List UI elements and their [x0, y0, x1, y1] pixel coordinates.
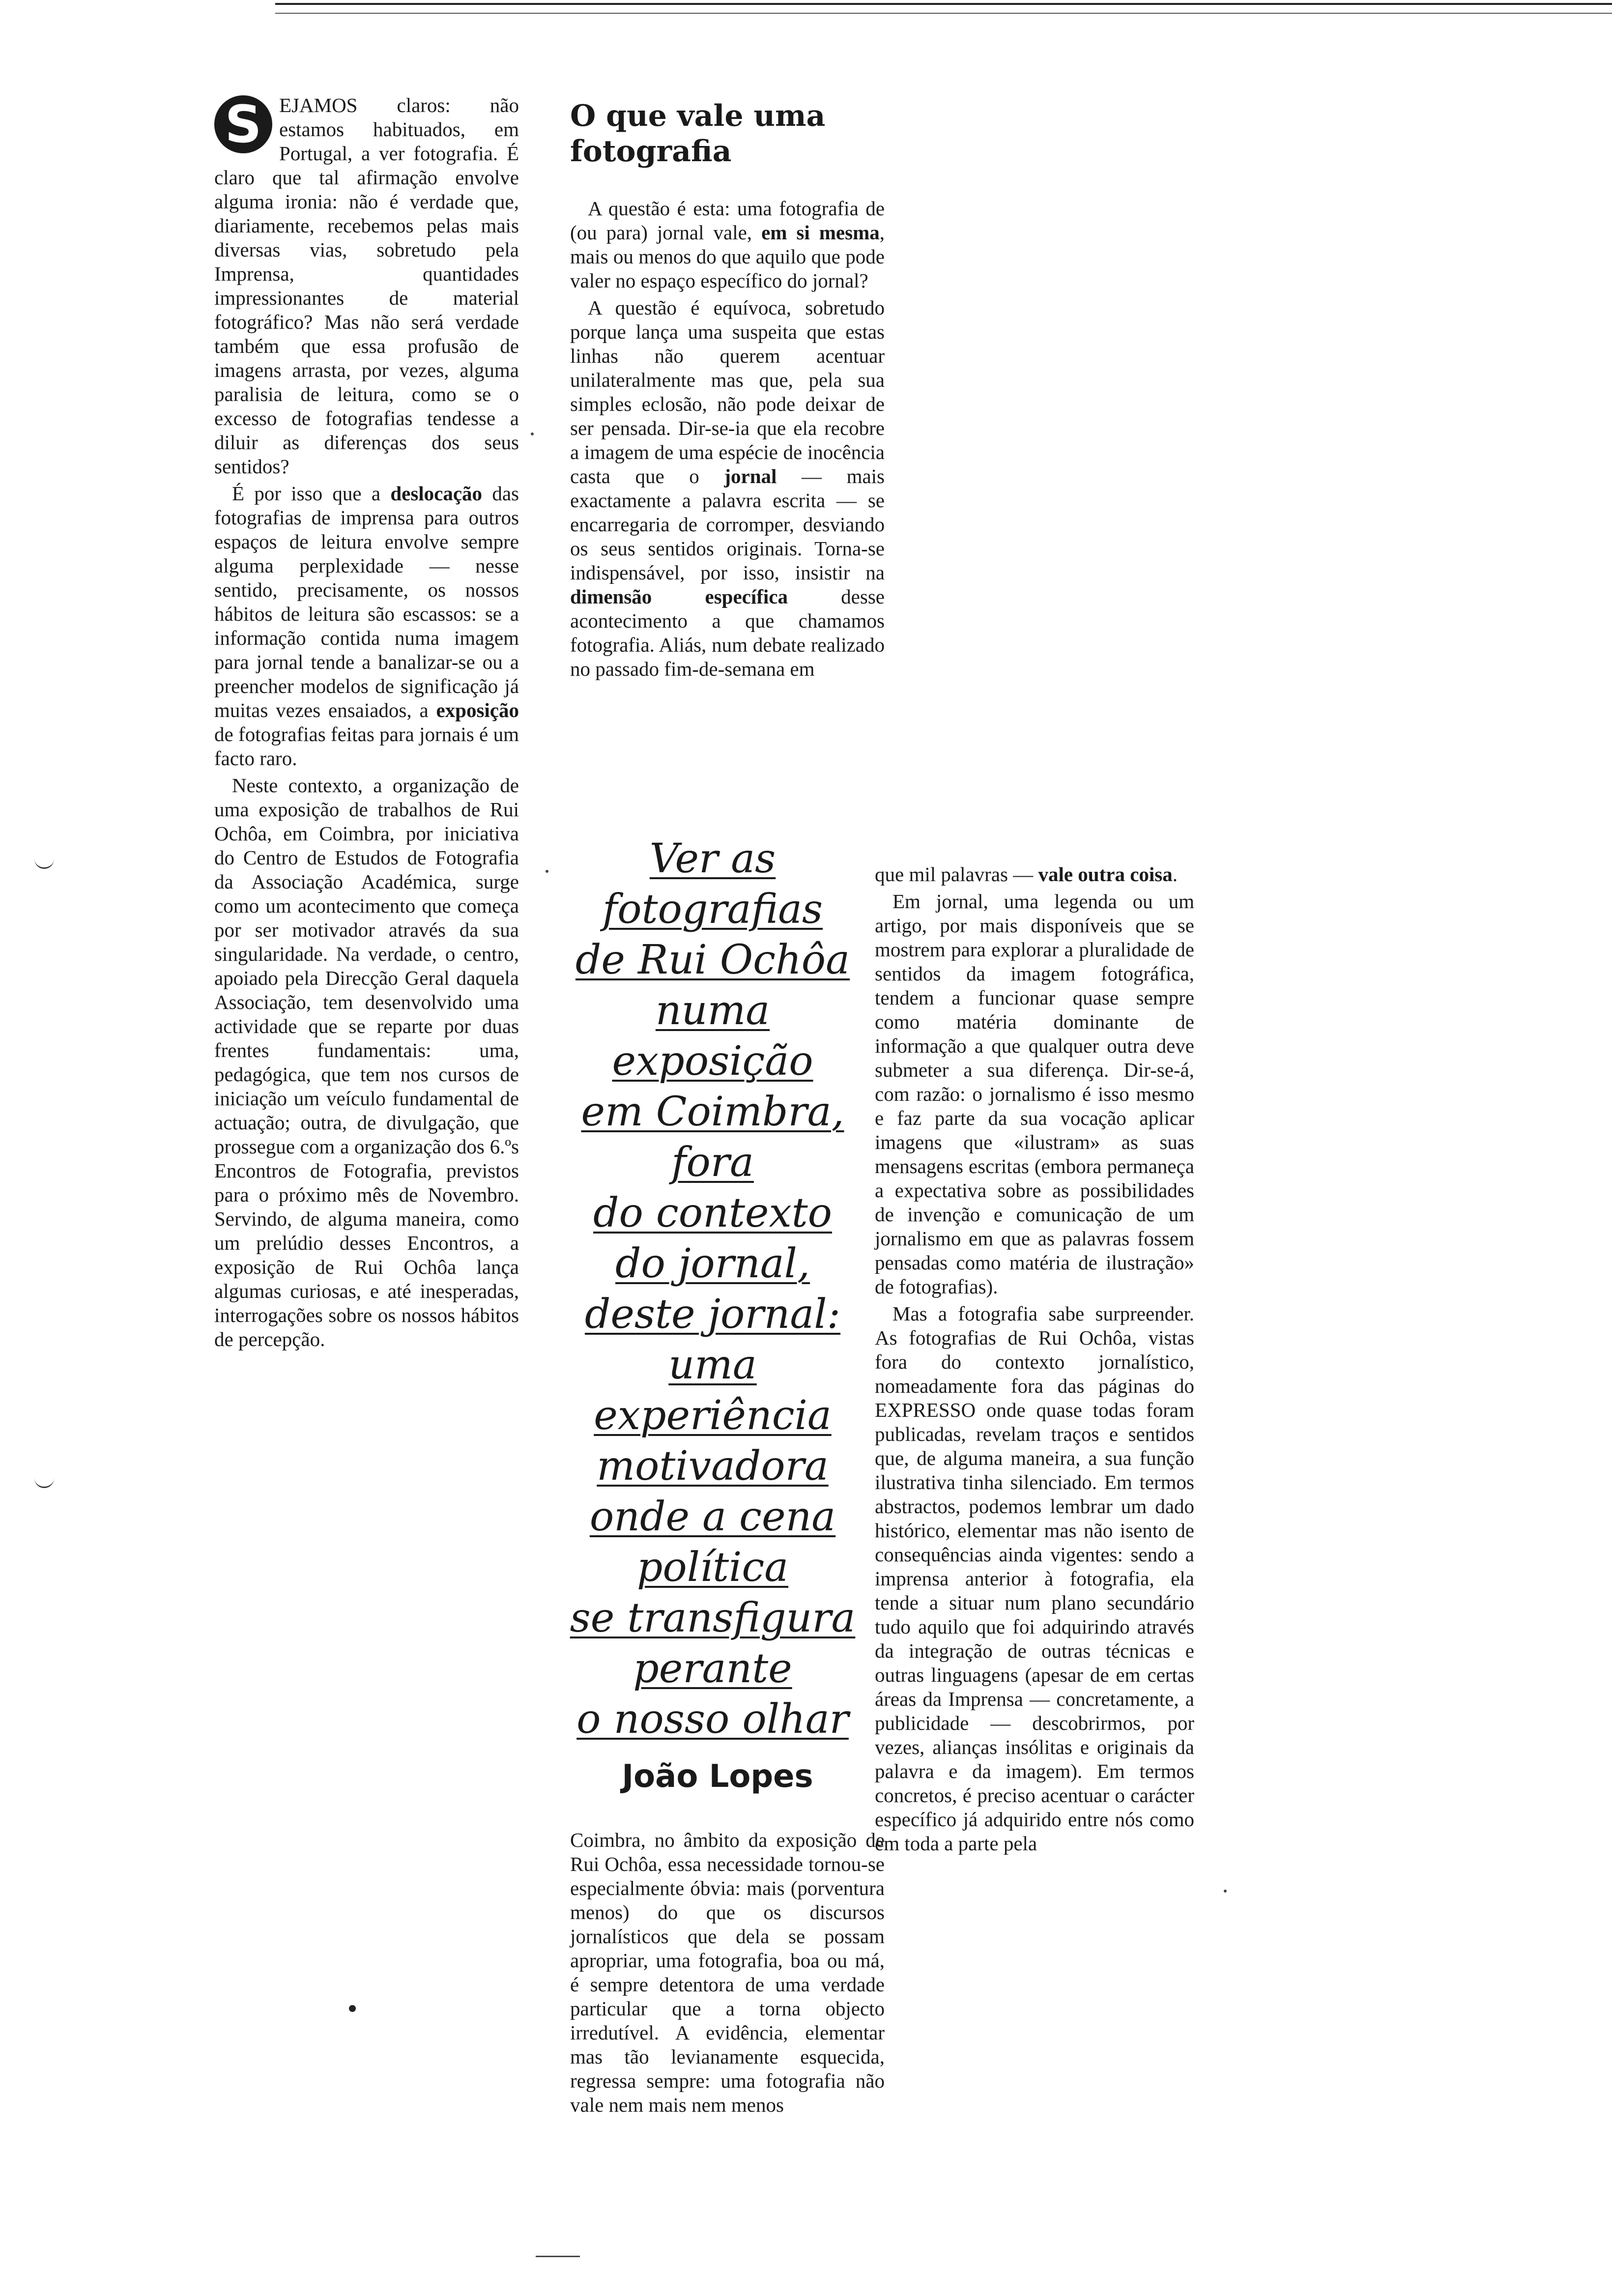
pull-quote-row: [546, 937, 880, 987]
pull-quote-row: [546, 886, 880, 937]
pull-quote-line: o nosso olhar: [576, 1696, 849, 1743]
end-rule: [536, 2256, 580, 2257]
byline: João Lopes: [622, 1758, 813, 1795]
headline: O que vale uma fotografia: [570, 99, 826, 169]
pull-quote-line: do contexto: [593, 1190, 833, 1236]
pull-quote-line: em Coimbra,: [581, 1089, 844, 1135]
paragraph-questao: A questão é esta: uma fotografia de (ou para) jornal vale, em si mesma, mais ou menos do que aquilo que pode valer no espaço específico do jornal?: [570, 197, 885, 292]
pull-quote-row: [546, 1645, 880, 1696]
pull-quote-row: [546, 1240, 880, 1291]
paragraph-deslocacao: É por isso que a deslocação das fotografias de imprensa para outros espaços de leitura envolve sempre alguma perplexidade — nesse sentido, precisamente, os nossos hábitos de leitura são escassos: se a informação contida numa imagem para jornal tende a banalizar-se ou a preencher modelos de significação já muitas vezes ensaiados, a exposição de fotografias feitas para jornais é um facto raro.: [214, 482, 519, 770]
drop-cap: S: [214, 95, 272, 153]
pull-quote-row: [546, 1190, 880, 1240]
paragraph-em-jornal: Em jornal, uma legenda ou um artigo, por mais disponíveis que se mostrem para explorar a pluralidade de sentidos da imagem fotográfica, tendem a funcionar quase sempre como matéria dominante de informação a que qualquer outra deve submeter a sua diferença. Dir-se-á, com razão: o jornalismo é isso mesmo e faz parte da sua vocação aplicar imagens que «ilustram» as suas mensagens escritas (embora permaneça a expectativa sobre as possibilidades de invenção e comunicação de um jornalismo em que as palavras fossem pensadas como matéria de ilustração» de fotografias).: [875, 890, 1194, 1298]
article-column-2: [570, 197, 885, 684]
paragraph-surpreender: Mas a fotografia sabe surpreender. As fotografias de Rui Ochôa, vistas fora do contexto jornalístico, nomeadamente fora das páginas do EXPRESSO onde quase todas foram publicadas, revelam traços e sentidos que, de alguma maneira, a sua função ilustrativa tinha silenciado. Em termos abstractos, podemos lembrar um dado histórico, elementar mas não isento de consequências ainda vigentes: sendo a imprensa anterior à fotografia, ela tende a situar num plano secundário tudo aquilo que foi adquirindo através da integração de outras técnicas e outras linguagens (apesar de em certas áreas da Imprensa — concretamente, a publicidade — descobrirmos, por vezes, alianças insólitas e originais da palavra e da imagem). Em termos concretos, é preciso acentuar o carácter específico já adquirido entre nós como em toda a parte pela: [875, 1302, 1194, 1855]
pull-quote-line: motivadora: [597, 1443, 829, 1490]
pull-quote-row: [546, 1696, 880, 1747]
scan-speck: [1224, 1890, 1227, 1893]
pull-quote-line: deste jornal:: [584, 1291, 841, 1338]
scan-speck: [546, 870, 548, 873]
paragraph-contexto: Neste contexto, a organização de uma exposição de trabalhos de Rui Ochôa, em Coimbra, por iniciativa do Centro de Estudos de Fotografia da Associação Académica, surge como um acontecimento que começa por ser motivador através da sua singularidade. Na verdade, o centro, apoiado pela Direcção Geral daquela Associação, tem desenvolvido uma actividade que se reparte por duas frentes fundamentais: uma, pedagógica, que tem nos cursos de iniciação um veículo fundamental de actuação; outra, de divulgação, que prossegue com a organização dos 6.ºs Encontros de Fotografia, previstos para o próximo mês de Novembro. Servindo, de alguma maneira, como um prelúdio desses Encontros, a exposição de Rui Ochôa lança algumas curiosas, e até inesperadas, interrogações sobre os nossos hábitos de percepção.: [214, 774, 519, 1350]
pull-quote-line: Ver as: [649, 835, 776, 882]
pull-quote-line: fotografias: [602, 886, 823, 933]
pull-quote-row: [546, 1544, 880, 1595]
paragraph-coimbra: Coimbra, no âmbito da exposição de Rui Ochôa, essa necessidade tornou-se especialmente óbvia: mais (porventura menos) do que os discursos jornalísticos que dela se possam apropriar, uma fotografia, boa ou má, é sempre detentora de uma verdade particular que a torna objecto irredutível. A evidência, elementar mas tão levianamente esquecida, regressa sempre: uma fotografia não vale nem mais nem menos: [570, 1829, 885, 2116]
pull-quote-row: [546, 835, 880, 886]
margin-mark-1: [34, 858, 54, 869]
pull-quote: [546, 835, 880, 1747]
margin-mark-2: [34, 1477, 54, 1488]
pull-quote-row: [546, 1291, 880, 1342]
pull-quote-row: [546, 1038, 880, 1089]
scan-speck: [531, 432, 534, 435]
pull-quote-row: [546, 987, 880, 1038]
pull-quote-line: onde a cena: [589, 1493, 836, 1540]
pull-quote-line: experiência: [594, 1392, 832, 1439]
pull-quote-line: política: [636, 1544, 789, 1591]
paragraph-intro: EJAMOS claros: não estamos habituados, em Portugal, a ver fotografia. É claro que tal afirmação envolve alguma ironia: não é verdade que, diariamente, recebemos pelas mais diversas vias, sobretudo pela Imprensa, quantidades impressionantes de material fotográfico? Mas não será verdade também que essa profusão de imagens arrasta, por vezes, alguma paralisia de leitura, como se o excesso de fotografias tendesse a diluir as diferenças dos seus sentidos?: [214, 94, 519, 478]
pull-quote-row: [546, 1139, 880, 1190]
top-rule-secondary: [275, 13, 1612, 14]
paragraph-mil-palavras: que mil palavras — vale outra coisa.: [875, 863, 1178, 886]
pull-quote-line: de Rui Ochôa: [575, 937, 850, 983]
pull-quote-line: se transfigura: [570, 1595, 856, 1641]
article-column-3: [875, 862, 1194, 1859]
pull-quote-row: [546, 1595, 880, 1645]
scan-speck-large: [349, 2005, 356, 2012]
pull-quote-row: [546, 1443, 880, 1493]
paragraph-equivoca: A questão é equívoca, sobretudo porque lança uma suspeita que estas linhas não querem acentuar unilateralmente mas que, pela sua simples eclosão, não pode deixar de ser pensada. Dir-se-ia que ela recobre a imagem de uma espécie de inocência casta que o jornal — mais exactamente a palavra escrita — se encarregaria de corromper, desviando os seus sentidos originais. Torna-se indispensável, por isso, insistir na dimensão específica desse acontecimento a que chamamos fotografia. Aliás, num debate realizado no passado fim-de-semana em: [570, 296, 885, 680]
top-rule: [275, 3, 1612, 5]
article-column-2-continued: [570, 1828, 885, 2120]
pull-quote-line: uma: [668, 1342, 757, 1388]
pull-quote-line: fora: [671, 1139, 754, 1186]
pull-quote-row: [546, 1342, 880, 1392]
pull-quote-line: do jornal,: [615, 1240, 810, 1287]
pull-quote-row: [546, 1493, 880, 1544]
pull-quote-line: numa: [655, 987, 770, 1034]
pull-quote-row: [546, 1089, 880, 1139]
article-column-1: [214, 93, 519, 1354]
pull-quote-line: exposição: [612, 1038, 813, 1085]
pull-quote-line: perante: [633, 1645, 792, 1692]
pull-quote-row: [546, 1392, 880, 1443]
